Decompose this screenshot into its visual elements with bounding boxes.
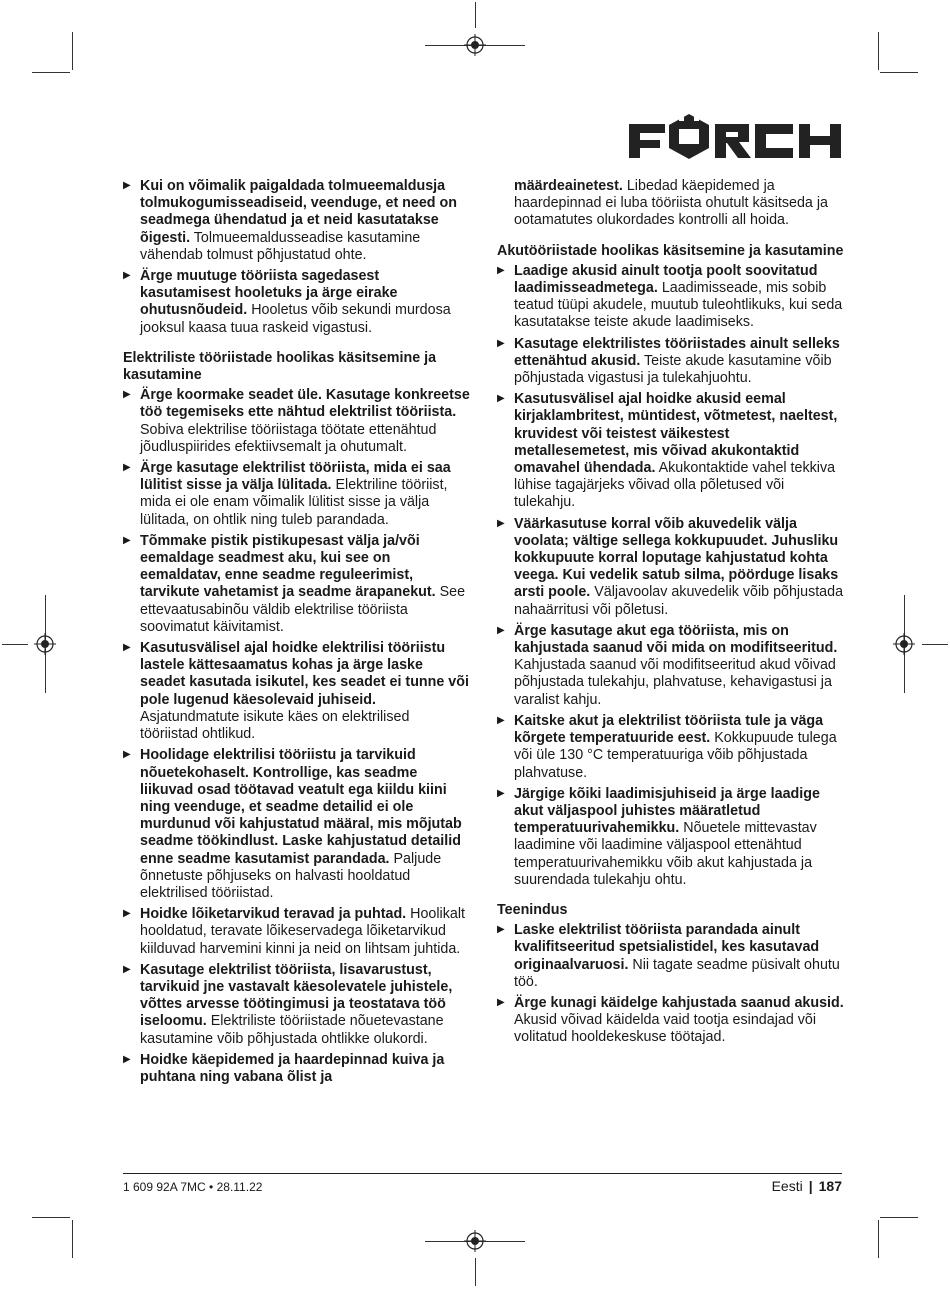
right-column (497, 178, 845, 1051)
list-item: ▶ Väärkasutuse korral võib akuvedelik välja voolata; vältige sellega kokkupuudet. Juhusliku kokkupuute korral loputage kahjustatud kohta veega. Kui vedelik satub silma, pöörduge lisaks arsti poole. Väljavoolav akuvedelik võib põhjustada nahaärritusi või põletusi. (497, 516, 845, 619)
crop-mark (475, 2, 476, 28)
list-item: ▶ Ärge koormake seadet üle. Kasutage konkreetse töö tegemiseks ette nähtud elektrilist tööriista. Sobiva elektrilise tööriistaga töötate ettenähtud jõudluspiirides efektiivsemalt ja ohutumalt. (123, 387, 471, 456)
crop-mark (475, 1258, 476, 1286)
list-item: ▶ Kui on võimalik paigaldada tolmueemaldusja tolmukogumisseadiseid, veenduge, et need on seadmega ühendatud ja et neid kasutatakse õigesti. Tolmueemaldusseadise kasutamine vähendab tolmust põhjustatud ohte. (123, 178, 471, 264)
list-item: ▶ Hoidke käepidemed ja haardepinnad kuiva ja puhtana ning vabana õlist ja (123, 1052, 471, 1086)
crop-mark (32, 72, 70, 73)
registration-mark-icon (34, 633, 56, 655)
registration-mark-icon (464, 1230, 486, 1252)
footer-divider (123, 1173, 842, 1174)
list-item: ▶ Tõmmake pistik pistikupesast välja ja/või eemaldage seadmest aku, kui see on eemaldatav, enne seadme reguleerimist, tarvikute vahetamist ja seadme ärapanekut. See ettevaatusabinõu väldib elektrilise tööriista soovimatut käivitamist. (123, 533, 471, 636)
footer-page-info (772, 1178, 842, 1194)
registration-mark-icon (464, 34, 486, 56)
crop-mark (880, 72, 918, 73)
crop-mark (32, 1217, 70, 1218)
list-item: ▶ Ärge muutuge tööriista sagedasest kasutamisest hooletuks ja ärge eirake ohutusnõudeid. Hooletus võib sekundi murdosa jooksul kaasa tuua raskeid vigastusi. (123, 268, 471, 337)
list-item-continuation: määrdeainetest. Libedad käepidemed ja haardepinnad ei luba tööriista ohutult käsitseda ja ootamatutes olukordades kontrolli all hoida. (514, 178, 828, 229)
registration-mark-icon (893, 633, 915, 655)
list-item: ▶ Hoidke lõiketarvikud teravad ja puhtad. Hoolikalt hooldatud, teravate lõikeservadega lõiketarvikud kiilduvad harvemini kinni ja neid on lihtsam juhtida. (123, 906, 471, 958)
list-item: ▶ Kasutage elektrilistes tööriistades ainult selleks ettenähtud akusid. Teiste akude kasutamine võib põhjustada vigastusi ja tulekahjuohtu. (497, 336, 845, 388)
forch-logo (627, 112, 843, 166)
crop-mark (72, 32, 73, 70)
crop-mark (878, 1220, 879, 1258)
section-heading: Akutööriistade hoolikas käsitsemine ja kasutamine (497, 242, 844, 259)
list-item: ▶ Laske elektrilist tööriista parandada ainult kvalifitseeritud spetsialistidel, kes kasutavad originaalvaruosi. Nii tagate seadme püsivalt ohutu töö. (497, 922, 845, 991)
list-item: ▶ Kaitske akut ja elektrilist tööriista tule ja väga kõrgete temperatuuride eest. Kokkupuude tulega või üle 130 °C temperatuuriga võib põhjustada plahvatuse. (497, 713, 845, 782)
footer-doc-code: 1 609 92A 7MC • 28.11.22 (123, 1180, 263, 1194)
section-heading: Elektriliste tööriistade hoolikas käsitsemine ja kasutamine (123, 349, 437, 384)
list-item: ▶ Ärge kunagi käidelge kahjustada saanud akusid. Akusid võivad käidelda vaid tootja esindajad või volitatud hooldekeskuse töötajad. (497, 995, 845, 1047)
list-item: ▶ Ärge kasutage elektrilist tööriista, mida ei saa lülitist sisse ja välja lülitada. Elektriline tööriist, mida ei ole enam võimalik lülitist sisse ja välja lülitada, on ohtlik ning tuleb parandada. (123, 460, 471, 529)
footer-separator: | (808, 1178, 813, 1194)
crop-mark (922, 644, 948, 645)
crop-mark (878, 32, 879, 70)
crop-mark (2, 644, 28, 645)
page-number: 187 (818, 1178, 842, 1194)
crop-mark (72, 1220, 73, 1258)
list-item: ▶ Ärge kasutage akut ega tööriista, mis on kahjustada saanud või mida on modifitseeritud. Kahjustada saanud või modifitseeritud akud võivad põhjustada tulekahju, plahvatuse, kehavigastusi ja varalist kahju. (497, 623, 845, 709)
list-item: ▶ Hoolidage elektrilisi tööriistu ja tarvikuid nõuetekohaselt. Kontrollige, kas seadme liikuvad osad töötavad veatult ega kiildu kiini ning veenduge, et seadme detailid ei ole murdunud või kahjustatud määral, mis mõjutab seadme töökindlust. Laske kahjustatud detailid enne seadme kasutamist parandada. Paljude õnnetuste põhjuseks on halvasti hooldatud elektrilised tööriistad. (123, 747, 471, 902)
list-item: ▶ Kasutusvälisel ajal hoidke elektrilisi tööriistu lastele kättesaamatus kohas ja ärge laske seadet kasutada isikutel, kes seadet ei tunne või pole lugenud käesolevaid juhiseid. Asjatundmatute isikute käes on elektrilised tööriistad ohtlikud. (123, 640, 471, 743)
list-item: ▶ Kasutage elektrilist tööriista, lisavarustust, tarvikuid jne vastavalt käesolevatele juhistele, võttes arvesse töötingimusi ja teostatava töö iseloomu. Elektriliste tööriistade nõuetevastane kasutamine võib põhjustada ohtlikke olukordi. (123, 962, 471, 1048)
crop-mark (880, 1217, 918, 1218)
left-column (123, 178, 471, 1090)
list-item: ▶ Järgige kõiki laadimisjuhiseid ja ärge laadige akut väljaspool juhistes määratletud temperatuurivahemikku. Nõuetele mittevastav laadimine või laadimine väljaspool ettenähtud temperatuurivahemikku võib akut kahjustada ja suurendada tulekahju ohtu. (497, 786, 845, 889)
list-item: ▶ Laadige akusid ainult tootja poolt soovitatud laadimisseadmetega. Laadimisseade, mis sobib teatud tüüpi akudele, muutub tuleohtlikuks, kui seda kasutatakse teiste akude laadimiseks. (497, 263, 845, 332)
footer-language: Eesti (771, 1178, 803, 1194)
list-item: ▶ Kasutusvälisel ajal hoidke akusid eemal kirjaklambritest, müntidest, võtmetest, naeltest, kruvidest või teistest väikestest metallesemetest, mis võivad akukontaktid omavahel ühendada. Akukontaktide vahel tekkiva lühise tagajärjeks võivad olla põletused või tulekahju. (497, 391, 845, 511)
section-heading: Teenindus (497, 901, 568, 918)
